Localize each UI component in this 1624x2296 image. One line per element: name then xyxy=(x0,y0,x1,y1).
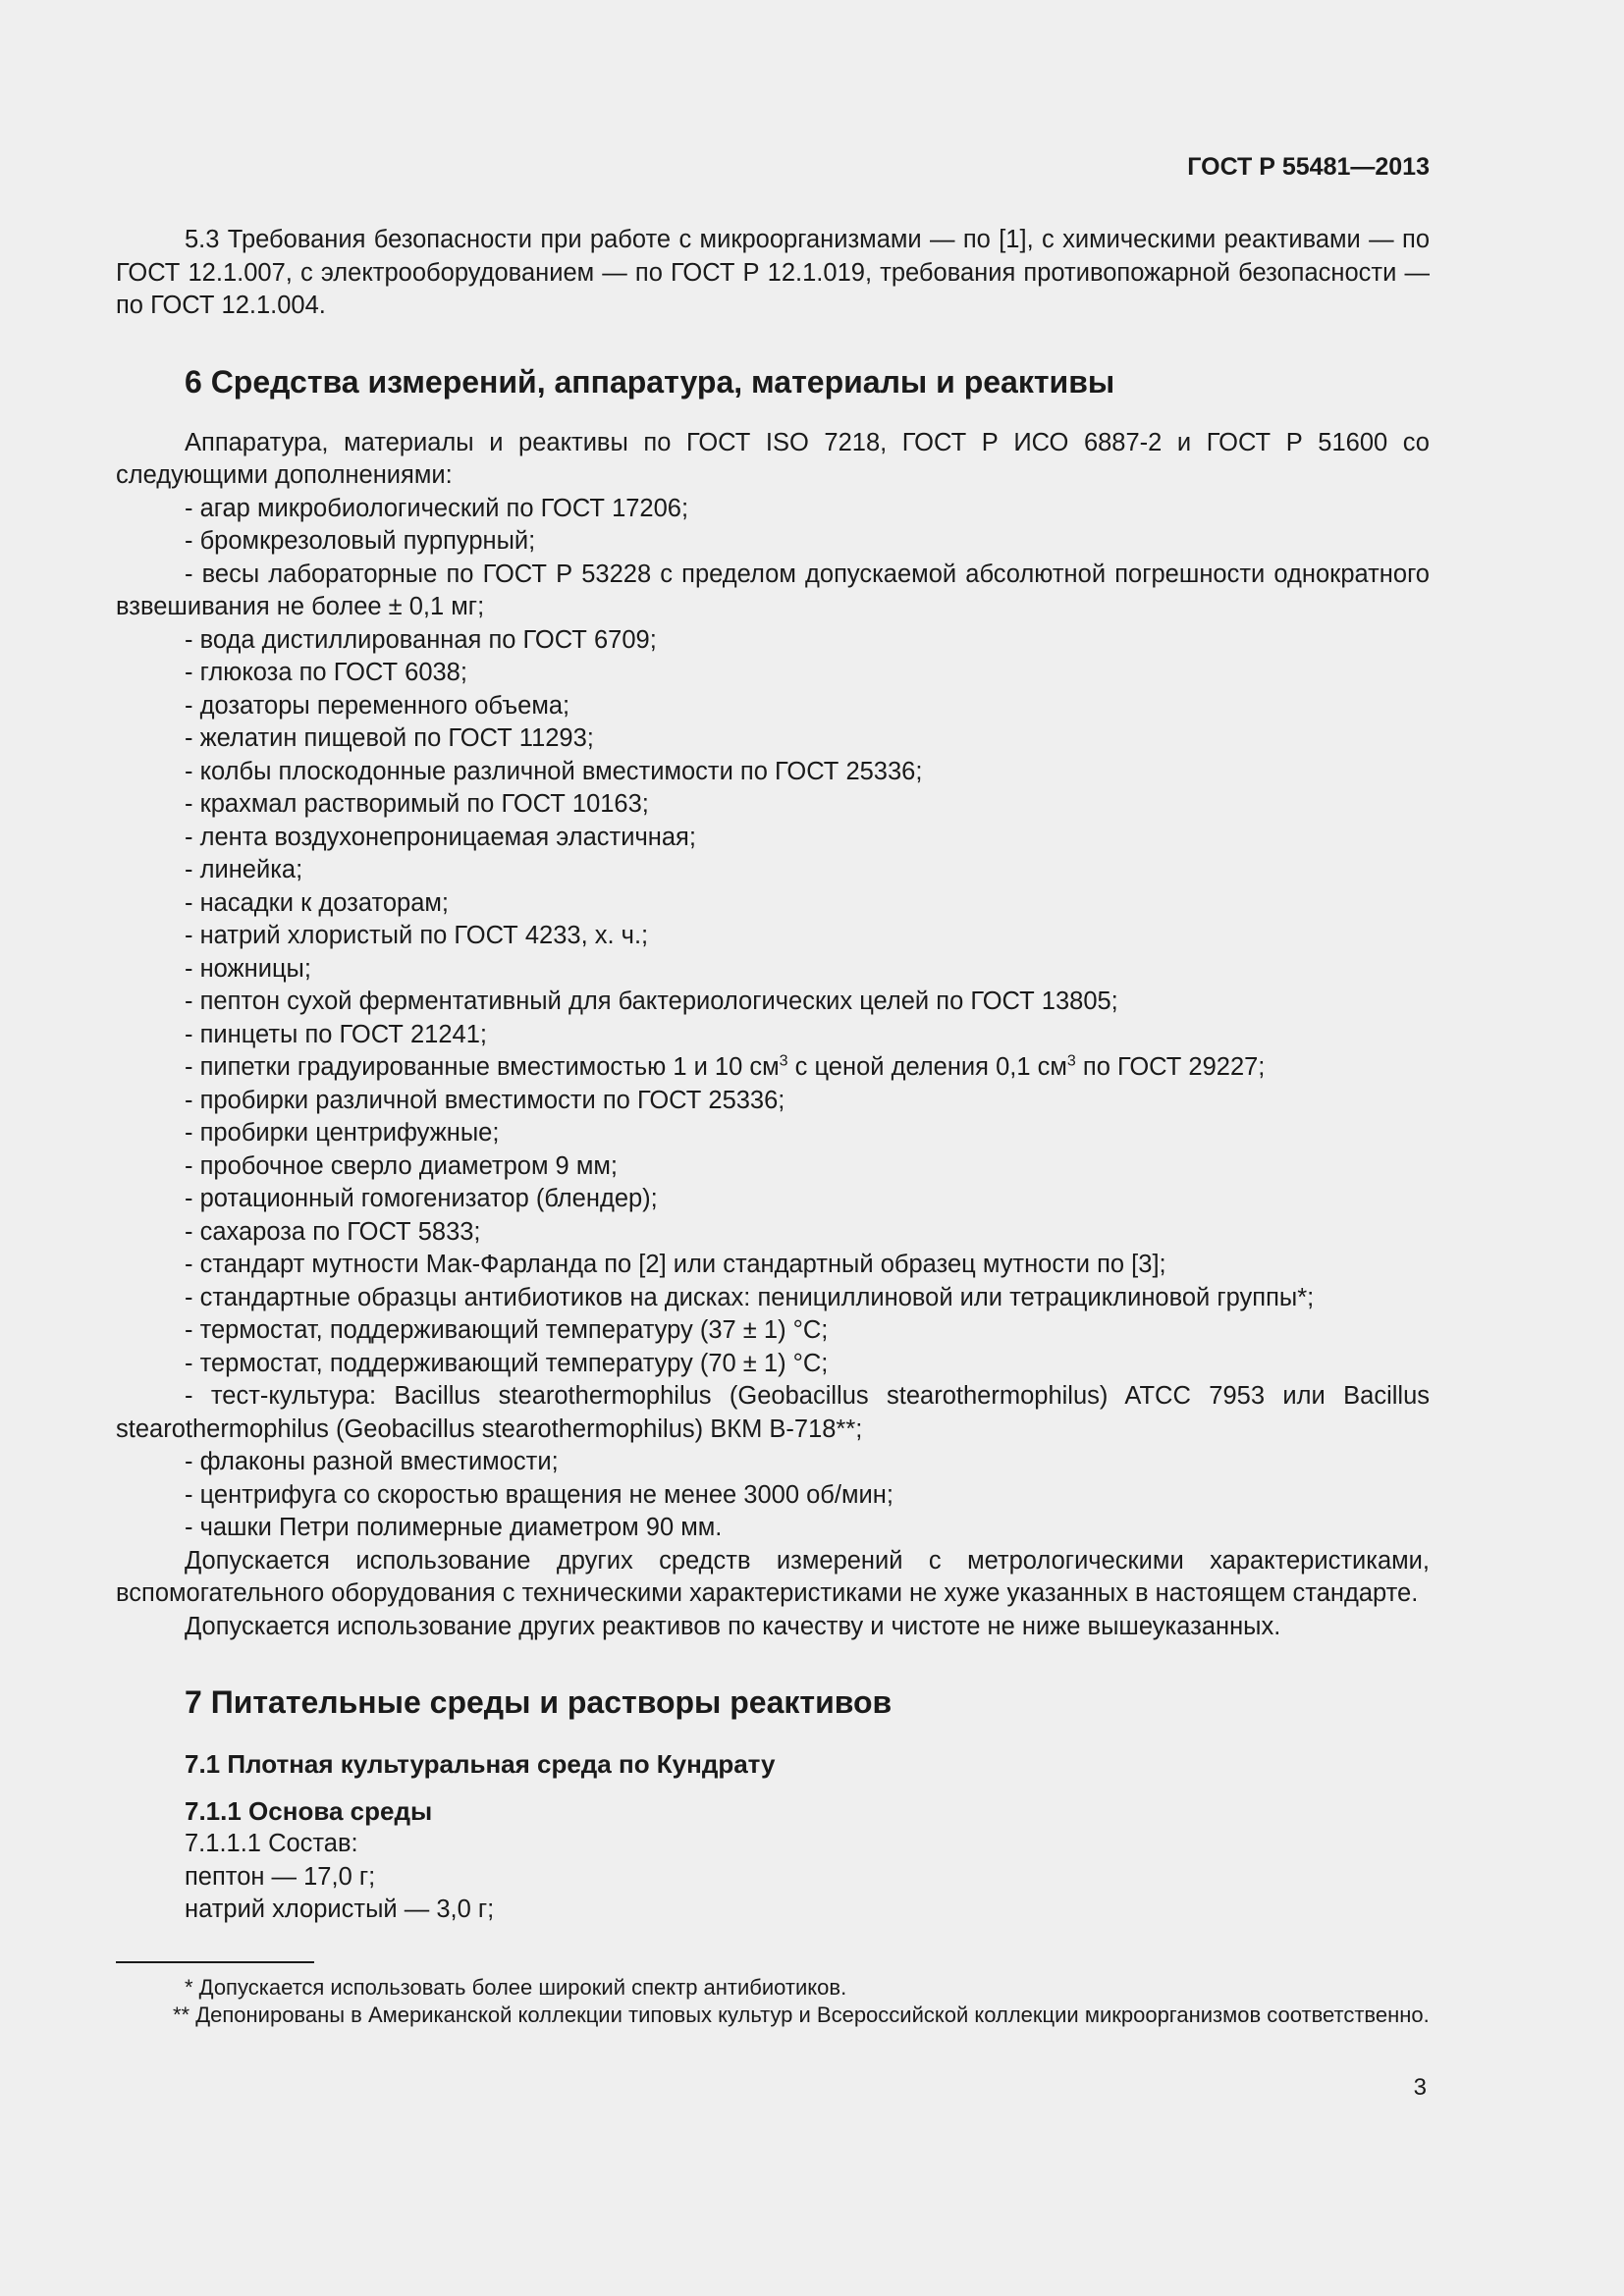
superscript: 3 xyxy=(1066,1052,1076,1070)
list-item: - агар микробиологический по ГОСТ 17206; xyxy=(185,494,689,522)
list-item: - вода дистиллированная по ГОСТ 6709; xyxy=(185,625,657,654)
list-item: - бромкрезоловый пурпурный; xyxy=(185,527,536,555)
list-item: - колбы плоскодонные различной вместимости по ГОСТ 25336; xyxy=(185,757,923,785)
list-item: - глюкоза по ГОСТ 6038; xyxy=(185,659,467,686)
list-item: - дозаторы переменного объема; xyxy=(185,691,570,720)
allowance-paragraph-1: Допускается использование других средств измерений с метрологическими характеристиками, вспомогательного оборудования с техническими характеристиками не хуже указанных в настоящем стандарте. xyxy=(116,1546,1430,1607)
section-6-heading: 6 Средства измерений, аппаратура, материалы и реактивы xyxy=(185,363,1115,400)
list-item: - натрий хлористый по ГОСТ 4233, х. ч.; xyxy=(185,922,649,949)
list-item: - пробочное сверло диаметром 9 мм; xyxy=(185,1151,618,1180)
allowance-paragraph-2: Допускается использование других реактивов по качеству и чистоте не ниже вышеуказанных. xyxy=(185,1612,1281,1640)
list-item: - пинцеты по ГОСТ 21241; xyxy=(185,1020,487,1048)
composition-line: натрий хлористый — 3,0 г; xyxy=(185,1896,495,1923)
list-item: - пробирки различной вместимости по ГОСТ 25336; xyxy=(185,1086,785,1114)
footnotes xyxy=(116,1974,1430,2029)
document-code: ГОСТ Р 55481—2013 xyxy=(1187,153,1430,181)
list-item: - крахмал растворимый по ГОСТ 10163; xyxy=(185,790,649,818)
pipette-text-2: с ценой деления 0,1 см xyxy=(787,1053,1067,1081)
pipette-text-3: по ГОСТ 29227; xyxy=(1075,1053,1266,1081)
subsection-7-1-1-heading: 7.1.1 Основа среды xyxy=(185,1796,433,1826)
list-item: - флаконы разной вместимости; xyxy=(185,1448,559,1475)
list-item: - чашки Петри полимерные диаметром 90 мм. xyxy=(185,1514,723,1541)
list-item: - термостат, поддерживающий температуру (70 ± 1) °С; xyxy=(185,1349,829,1377)
section-7-heading: 7 Питательные среды и растворы реактивов xyxy=(185,1684,893,1720)
section-6-intro: Аппаратура, материалы и реактивы по ГОСТ ISO 7218, ГОСТ Р ИСО 6887-2 и ГОСТ Р 51600 со следующими дополнениями: xyxy=(116,428,1430,489)
list-item: - весы лабораторные по ГОСТ Р 53228 с пределом допускаемой абсолютной погрешности однократного взвешивания не более ± 0,1 мг; xyxy=(116,560,1430,620)
list-item: - термостат, поддерживающий температуру (37 ± 1) °С; xyxy=(185,1316,829,1344)
footnote-2: ** Депонированы в Американской коллекции типовых культур и Всероссийской коллекции микроорганизмов соответственно. xyxy=(173,2002,1430,2027)
page-content xyxy=(116,224,1430,1927)
list-item: - пробирки центрифужные; xyxy=(185,1119,500,1147)
list-item-pipettes xyxy=(116,1051,1430,1085)
list-item: - стандарт мутности Мак-Фарланда по [2] или стандартный образец мутности по [3]; xyxy=(185,1251,1166,1278)
list-item: - тест-культура: Bacillus stearothermophilus (Geobacillus stearothermophilus) ATCC 7953 или Bacillus stearothermophilus (Geobacillus stearothermophilus) ВКМ В-718**; xyxy=(116,1382,1430,1443)
list-item: - лента воздухонепроницаемая эластичная; xyxy=(185,823,696,851)
equipment-list xyxy=(116,493,1430,1545)
list-item: - центрифуга со скоростью вращения не менее 3000 об/мин; xyxy=(185,1480,893,1509)
footnote-1: * Допускается использовать более широкий спектр антибиотиков. xyxy=(185,1975,847,2000)
list-item: - линейка; xyxy=(185,856,303,883)
list-item: - желатин пищевой по ГОСТ 11293; xyxy=(185,724,594,752)
footnote-divider xyxy=(116,1961,314,1963)
list-item: - ножницы; xyxy=(185,954,311,983)
subsection-7-1-heading: 7.1 Плотная культуральная среда по Кундрату xyxy=(185,1749,776,1779)
composition-line: пептон — 17,0 г; xyxy=(185,1862,376,1891)
list-item: - насадки к дозаторам; xyxy=(185,888,450,917)
list-item: - ротационный гомогенизатор (блендер); xyxy=(185,1185,658,1212)
list-item: - сахароза по ГОСТ 5833; xyxy=(185,1217,481,1246)
composition-line: 7.1.1.1 Состав: xyxy=(185,1830,358,1857)
list-item: - пептон сухой ферментативный для бактериологических целей по ГОСТ 13805; xyxy=(185,988,1118,1015)
superscript: 3 xyxy=(779,1052,788,1070)
list-item: - стандартные образцы антибиотиков на дисках: пенициллиновой или тетрациклиновой группы*; xyxy=(185,1283,1315,1311)
pipette-text-1: - пипетки градуированные вместимостью 1 и 10 см xyxy=(185,1053,780,1081)
paragraph-5-3: 5.3 Требования безопасности при работе с микроорганизмами — по [1], с химическими реактивами — по ГОСТ 12.1.007, с электрооборудованием — по ГОСТ Р 12.1.019, требования противопожарной безопасности — по ГОСТ 12.1.004. xyxy=(116,226,1430,319)
page-number: 3 xyxy=(1413,2074,1427,2101)
